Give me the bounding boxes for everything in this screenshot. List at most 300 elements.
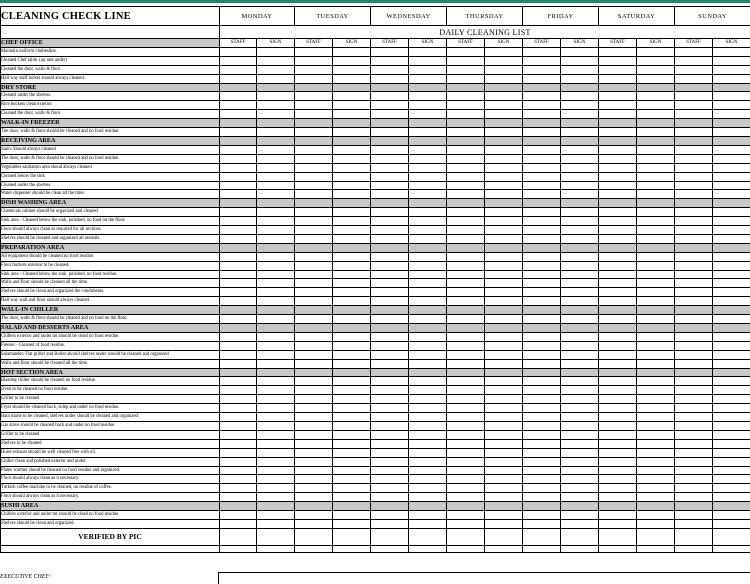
sign-checkbox-cell[interactable] [409, 217, 447, 226]
sign-checkbox-cell[interactable] [713, 65, 750, 74]
staff-checkbox-cell[interactable] [447, 270, 485, 279]
staff-checkbox-cell[interactable] [295, 65, 333, 74]
sign-checkbox-cell[interactable] [561, 484, 599, 493]
staff-checkbox-cell[interactable] [220, 261, 257, 270]
staff-checkbox-cell[interactable] [371, 199, 409, 208]
sign-checkbox-cell[interactable] [561, 324, 599, 333]
sign-checkbox-cell[interactable] [257, 181, 295, 190]
staff-checkbox-cell[interactable] [220, 163, 257, 172]
sign-checkbox-cell[interactable] [561, 341, 599, 350]
sign-checkbox-cell[interactable] [409, 439, 447, 448]
staff-checkbox-cell[interactable] [523, 439, 561, 448]
staff-checkbox-cell[interactable] [371, 350, 409, 359]
sign-checkbox-cell[interactable] [561, 83, 599, 92]
sign-checkbox-cell[interactable] [561, 395, 599, 404]
staff-checkbox-cell[interactable] [675, 430, 713, 439]
staff-checkbox-cell[interactable] [295, 226, 333, 235]
sign-checkbox-cell[interactable] [561, 181, 599, 190]
sign-checkbox-cell[interactable] [485, 315, 523, 324]
sign-checkbox-cell[interactable] [333, 466, 371, 475]
sign-checkbox-cell[interactable] [333, 430, 371, 439]
sign-checkbox-cell[interactable] [713, 172, 750, 181]
staff-checkbox-cell[interactable] [675, 395, 713, 404]
sign-checkbox-cell[interactable] [637, 528, 675, 545]
staff-checkbox-cell[interactable] [599, 368, 637, 377]
sign-checkbox-cell[interactable] [409, 484, 447, 493]
staff-checkbox-cell[interactable] [295, 368, 333, 377]
staff-checkbox-cell[interactable] [675, 324, 713, 333]
staff-checkbox-cell[interactable] [523, 101, 561, 110]
sign-checkbox-cell[interactable] [561, 110, 599, 119]
sign-checkbox-cell[interactable] [561, 466, 599, 475]
staff-checkbox-cell[interactable] [523, 350, 561, 359]
sign-checkbox-cell[interactable] [333, 243, 371, 252]
sign-checkbox-cell[interactable] [713, 484, 750, 493]
sign-checkbox-cell[interactable] [637, 190, 675, 199]
sign-checkbox-cell[interactable] [637, 101, 675, 110]
staff-checkbox-cell[interactable] [295, 243, 333, 252]
sign-checkbox-cell[interactable] [333, 484, 371, 493]
sign-checkbox-cell[interactable] [333, 421, 371, 430]
sign-checkbox-cell[interactable] [485, 163, 523, 172]
sign-checkbox-cell[interactable] [333, 448, 371, 457]
sign-checkbox-cell[interactable] [713, 163, 750, 172]
sign-checkbox-cell[interactable] [561, 288, 599, 297]
sign-checkbox-cell[interactable] [485, 181, 523, 190]
staff-checkbox-cell[interactable] [220, 270, 257, 279]
sign-checkbox-cell[interactable] [409, 457, 447, 466]
staff-checkbox-cell[interactable] [447, 208, 485, 217]
sign-checkbox-cell[interactable] [637, 172, 675, 181]
sign-checkbox-cell[interactable] [561, 199, 599, 208]
sign-checkbox-cell[interactable] [485, 199, 523, 208]
staff-checkbox-cell[interactable] [523, 377, 561, 386]
sign-checkbox-cell[interactable] [257, 199, 295, 208]
staff-checkbox-cell[interactable] [599, 172, 637, 181]
staff-checkbox-cell[interactable] [295, 136, 333, 145]
sign-checkbox-cell[interactable] [333, 377, 371, 386]
sign-checkbox-cell[interactable] [257, 457, 295, 466]
sign-checkbox-cell[interactable] [257, 136, 295, 145]
sign-checkbox-cell[interactable] [333, 413, 371, 422]
staff-checkbox-cell[interactable] [220, 145, 257, 154]
sign-checkbox-cell[interactable] [485, 324, 523, 333]
sign-checkbox-cell[interactable] [637, 297, 675, 306]
staff-checkbox-cell[interactable] [447, 101, 485, 110]
staff-checkbox-cell[interactable] [599, 466, 637, 475]
staff-checkbox-cell[interactable] [447, 279, 485, 288]
sign-checkbox-cell[interactable] [409, 475, 447, 484]
sign-checkbox-cell[interactable] [561, 332, 599, 341]
sign-checkbox-cell[interactable] [637, 466, 675, 475]
staff-checkbox-cell[interactable] [675, 297, 713, 306]
sign-checkbox-cell[interactable] [561, 252, 599, 261]
staff-checkbox-cell[interactable] [599, 457, 637, 466]
staff-checkbox-cell[interactable] [220, 413, 257, 422]
staff-checkbox-cell[interactable] [447, 119, 485, 128]
staff-checkbox-cell[interactable] [295, 181, 333, 190]
staff-checkbox-cell[interactable] [447, 421, 485, 430]
staff-checkbox-cell[interactable] [523, 493, 561, 502]
sign-checkbox-cell[interactable] [485, 74, 523, 83]
sign-checkbox-cell[interactable] [485, 368, 523, 377]
staff-checkbox-cell[interactable] [295, 493, 333, 502]
sign-checkbox-cell[interactable] [637, 359, 675, 368]
staff-checkbox-cell[interactable] [371, 92, 409, 101]
staff-checkbox-cell[interactable] [371, 386, 409, 395]
sign-checkbox-cell[interactable] [409, 154, 447, 163]
sign-checkbox-cell[interactable] [637, 154, 675, 163]
staff-checkbox-cell[interactable] [675, 92, 713, 101]
staff-checkbox-cell[interactable] [447, 324, 485, 333]
staff-checkbox-cell[interactable] [675, 136, 713, 145]
staff-checkbox-cell[interactable] [599, 421, 637, 430]
staff-checkbox-cell[interactable] [599, 502, 637, 511]
sign-checkbox-cell[interactable] [409, 306, 447, 315]
sign-checkbox-cell[interactable] [257, 145, 295, 154]
staff-checkbox-cell[interactable] [371, 136, 409, 145]
sign-checkbox-cell[interactable] [333, 395, 371, 404]
staff-checkbox-cell[interactable] [447, 519, 485, 528]
sign-checkbox-cell[interactable] [713, 252, 750, 261]
sign-checkbox-cell[interactable] [713, 74, 750, 83]
staff-checkbox-cell[interactable] [220, 154, 257, 163]
staff-checkbox-cell[interactable] [447, 359, 485, 368]
staff-checkbox-cell[interactable] [675, 368, 713, 377]
sign-checkbox-cell[interactable] [409, 172, 447, 181]
staff-checkbox-cell[interactable] [220, 359, 257, 368]
staff-checkbox-cell[interactable] [447, 128, 485, 137]
sign-checkbox-cell[interactable] [257, 395, 295, 404]
staff-checkbox-cell[interactable] [447, 154, 485, 163]
sign-checkbox-cell[interactable] [257, 528, 295, 545]
staff-checkbox-cell[interactable] [371, 377, 409, 386]
staff-checkbox-cell[interactable] [523, 421, 561, 430]
staff-checkbox-cell[interactable] [447, 297, 485, 306]
staff-checkbox-cell[interactable] [220, 56, 257, 65]
staff-checkbox-cell[interactable] [371, 234, 409, 243]
sign-checkbox-cell[interactable] [485, 279, 523, 288]
sign-checkbox-cell[interactable] [561, 74, 599, 83]
sign-checkbox-cell[interactable] [409, 136, 447, 145]
sign-checkbox-cell[interactable] [333, 110, 371, 119]
sign-checkbox-cell[interactable] [637, 421, 675, 430]
sign-checkbox-cell[interactable] [637, 261, 675, 270]
sign-checkbox-cell[interactable] [713, 377, 750, 386]
staff-checkbox-cell[interactable] [295, 306, 333, 315]
staff-checkbox-cell[interactable] [675, 466, 713, 475]
sign-checkbox-cell[interactable] [485, 145, 523, 154]
sign-checkbox-cell[interactable] [257, 74, 295, 83]
sign-checkbox-cell[interactable] [713, 83, 750, 92]
staff-checkbox-cell[interactable] [220, 226, 257, 235]
staff-checkbox-cell[interactable] [295, 56, 333, 65]
sign-checkbox-cell[interactable] [257, 404, 295, 413]
staff-checkbox-cell[interactable] [675, 377, 713, 386]
staff-checkbox-cell[interactable] [371, 341, 409, 350]
staff-checkbox-cell[interactable] [599, 226, 637, 235]
staff-checkbox-cell[interactable] [447, 439, 485, 448]
sign-checkbox-cell[interactable] [637, 136, 675, 145]
sign-checkbox-cell[interactable] [637, 324, 675, 333]
staff-checkbox-cell[interactable] [220, 315, 257, 324]
sign-checkbox-cell[interactable] [485, 234, 523, 243]
staff-checkbox-cell[interactable] [523, 475, 561, 484]
staff-checkbox-cell[interactable] [220, 83, 257, 92]
staff-checkbox-cell[interactable] [220, 136, 257, 145]
staff-checkbox-cell[interactable] [599, 190, 637, 199]
staff-checkbox-cell[interactable] [599, 297, 637, 306]
sign-checkbox-cell[interactable] [713, 528, 750, 545]
staff-checkbox-cell[interactable] [371, 404, 409, 413]
staff-checkbox-cell[interactable] [447, 430, 485, 439]
sign-checkbox-cell[interactable] [637, 110, 675, 119]
sign-checkbox-cell[interactable] [257, 386, 295, 395]
sign-checkbox-cell[interactable] [485, 484, 523, 493]
staff-checkbox-cell[interactable] [220, 421, 257, 430]
sign-checkbox-cell[interactable] [409, 430, 447, 439]
sign-checkbox-cell[interactable] [409, 404, 447, 413]
staff-checkbox-cell[interactable] [220, 172, 257, 181]
sign-checkbox-cell[interactable] [409, 324, 447, 333]
staff-checkbox-cell[interactable] [523, 190, 561, 199]
staff-checkbox-cell[interactable] [295, 163, 333, 172]
staff-checkbox-cell[interactable] [295, 332, 333, 341]
staff-checkbox-cell[interactable] [371, 448, 409, 457]
sign-checkbox-cell[interactable] [257, 475, 295, 484]
sign-checkbox-cell[interactable] [713, 359, 750, 368]
sign-checkbox-cell[interactable] [333, 502, 371, 511]
staff-checkbox-cell[interactable] [675, 341, 713, 350]
staff-checkbox-cell[interactable] [523, 545, 561, 552]
staff-checkbox-cell[interactable] [447, 493, 485, 502]
staff-checkbox-cell[interactable] [523, 47, 561, 56]
sign-checkbox-cell[interactable] [485, 386, 523, 395]
sign-checkbox-cell[interactable] [637, 439, 675, 448]
staff-checkbox-cell[interactable] [371, 172, 409, 181]
sign-checkbox-cell[interactable] [333, 288, 371, 297]
sign-checkbox-cell[interactable] [713, 404, 750, 413]
staff-checkbox-cell[interactable] [675, 475, 713, 484]
staff-checkbox-cell[interactable] [220, 502, 257, 511]
sign-checkbox-cell[interactable] [561, 528, 599, 545]
executive-chef-signature-box[interactable] [218, 572, 750, 584]
staff-checkbox-cell[interactable] [220, 190, 257, 199]
staff-checkbox-cell[interactable] [295, 234, 333, 243]
staff-checkbox-cell[interactable] [675, 413, 713, 422]
sign-checkbox-cell[interactable] [713, 288, 750, 297]
sign-checkbox-cell[interactable] [333, 217, 371, 226]
sign-checkbox-cell[interactable] [485, 350, 523, 359]
staff-checkbox-cell[interactable] [220, 252, 257, 261]
sign-checkbox-cell[interactable] [257, 315, 295, 324]
sign-checkbox-cell[interactable] [409, 243, 447, 252]
sign-checkbox-cell[interactable] [637, 457, 675, 466]
staff-checkbox-cell[interactable] [675, 74, 713, 83]
sign-checkbox-cell[interactable] [409, 421, 447, 430]
sign-checkbox-cell[interactable] [637, 163, 675, 172]
staff-checkbox-cell[interactable] [447, 315, 485, 324]
staff-checkbox-cell[interactable] [447, 386, 485, 395]
staff-checkbox-cell[interactable] [675, 154, 713, 163]
staff-checkbox-cell[interactable] [220, 324, 257, 333]
sign-checkbox-cell[interactable] [713, 448, 750, 457]
sign-checkbox-cell[interactable] [561, 297, 599, 306]
staff-checkbox-cell[interactable] [599, 341, 637, 350]
sign-checkbox-cell[interactable] [257, 519, 295, 528]
sign-checkbox-cell[interactable] [561, 279, 599, 288]
sign-checkbox-cell[interactable] [561, 145, 599, 154]
sign-checkbox-cell[interactable] [713, 332, 750, 341]
staff-checkbox-cell[interactable] [220, 110, 257, 119]
staff-checkbox-cell[interactable] [220, 484, 257, 493]
staff-checkbox-cell[interactable] [220, 47, 257, 56]
staff-checkbox-cell[interactable] [675, 270, 713, 279]
staff-checkbox-cell[interactable] [371, 528, 409, 545]
sign-checkbox-cell[interactable] [257, 110, 295, 119]
sign-checkbox-cell[interactable] [409, 208, 447, 217]
staff-checkbox-cell[interactable] [371, 457, 409, 466]
sign-checkbox-cell[interactable] [333, 172, 371, 181]
staff-checkbox-cell[interactable] [447, 56, 485, 65]
sign-checkbox-cell[interactable] [637, 56, 675, 65]
sign-checkbox-cell[interactable] [409, 511, 447, 520]
sign-checkbox-cell[interactable] [409, 226, 447, 235]
staff-checkbox-cell[interactable] [220, 234, 257, 243]
staff-checkbox-cell[interactable] [371, 288, 409, 297]
sign-checkbox-cell[interactable] [713, 511, 750, 520]
staff-checkbox-cell[interactable] [371, 484, 409, 493]
sign-checkbox-cell[interactable] [257, 421, 295, 430]
sign-checkbox-cell[interactable] [637, 279, 675, 288]
sign-checkbox-cell[interactable] [485, 47, 523, 56]
sign-checkbox-cell[interactable] [713, 493, 750, 502]
sign-checkbox-cell[interactable] [409, 395, 447, 404]
staff-checkbox-cell[interactable] [447, 528, 485, 545]
staff-checkbox-cell[interactable] [295, 270, 333, 279]
staff-checkbox-cell[interactable] [295, 511, 333, 520]
sign-checkbox-cell[interactable] [713, 519, 750, 528]
staff-checkbox-cell[interactable] [599, 448, 637, 457]
staff-checkbox-cell[interactable] [371, 493, 409, 502]
sign-checkbox-cell[interactable] [409, 413, 447, 422]
sign-checkbox-cell[interactable] [333, 332, 371, 341]
sign-checkbox-cell[interactable] [333, 261, 371, 270]
sign-checkbox-cell[interactable] [561, 101, 599, 110]
staff-checkbox-cell[interactable] [295, 457, 333, 466]
sign-checkbox-cell[interactable] [713, 119, 750, 128]
sign-checkbox-cell[interactable] [257, 324, 295, 333]
staff-checkbox-cell[interactable] [523, 511, 561, 520]
sign-checkbox-cell[interactable] [713, 234, 750, 243]
sign-checkbox-cell[interactable] [257, 243, 295, 252]
staff-checkbox-cell[interactable] [675, 502, 713, 511]
sign-checkbox-cell[interactable] [637, 83, 675, 92]
staff-checkbox-cell[interactable] [447, 65, 485, 74]
sign-checkbox-cell[interactable] [561, 502, 599, 511]
staff-checkbox-cell[interactable] [599, 56, 637, 65]
staff-checkbox-cell[interactable] [675, 350, 713, 359]
sign-checkbox-cell[interactable] [485, 217, 523, 226]
staff-checkbox-cell[interactable] [371, 119, 409, 128]
sign-checkbox-cell[interactable] [257, 47, 295, 56]
sign-checkbox-cell[interactable] [333, 163, 371, 172]
sign-checkbox-cell[interactable] [485, 128, 523, 137]
sign-checkbox-cell[interactable] [713, 208, 750, 217]
staff-checkbox-cell[interactable] [523, 519, 561, 528]
staff-checkbox-cell[interactable] [599, 145, 637, 154]
staff-checkbox-cell[interactable] [675, 315, 713, 324]
sign-checkbox-cell[interactable] [485, 83, 523, 92]
staff-checkbox-cell[interactable] [447, 466, 485, 475]
sign-checkbox-cell[interactable] [713, 502, 750, 511]
staff-checkbox-cell[interactable] [220, 199, 257, 208]
staff-checkbox-cell[interactable] [447, 74, 485, 83]
staff-checkbox-cell[interactable] [220, 128, 257, 137]
sign-checkbox-cell[interactable] [713, 110, 750, 119]
sign-checkbox-cell[interactable] [637, 234, 675, 243]
staff-checkbox-cell[interactable] [675, 163, 713, 172]
sign-checkbox-cell[interactable] [485, 297, 523, 306]
sign-checkbox-cell[interactable] [409, 315, 447, 324]
staff-checkbox-cell[interactable] [599, 386, 637, 395]
sign-checkbox-cell[interactable] [713, 341, 750, 350]
sign-checkbox-cell[interactable] [637, 181, 675, 190]
staff-checkbox-cell[interactable] [599, 404, 637, 413]
sign-checkbox-cell[interactable] [561, 154, 599, 163]
staff-checkbox-cell[interactable] [295, 359, 333, 368]
staff-checkbox-cell[interactable] [371, 128, 409, 137]
sign-checkbox-cell[interactable] [485, 404, 523, 413]
staff-checkbox-cell[interactable] [675, 404, 713, 413]
sign-checkbox-cell[interactable] [713, 47, 750, 56]
staff-checkbox-cell[interactable] [220, 493, 257, 502]
staff-checkbox-cell[interactable] [220, 92, 257, 101]
sign-checkbox-cell[interactable] [333, 145, 371, 154]
sign-checkbox-cell[interactable] [637, 332, 675, 341]
sign-checkbox-cell[interactable] [713, 324, 750, 333]
staff-checkbox-cell[interactable] [220, 279, 257, 288]
staff-checkbox-cell[interactable] [371, 243, 409, 252]
sign-checkbox-cell[interactable] [409, 386, 447, 395]
sign-checkbox-cell[interactable] [713, 315, 750, 324]
sign-checkbox-cell[interactable] [637, 74, 675, 83]
staff-checkbox-cell[interactable] [295, 484, 333, 493]
staff-checkbox-cell[interactable] [220, 368, 257, 377]
staff-checkbox-cell[interactable] [371, 368, 409, 377]
staff-checkbox-cell[interactable] [447, 110, 485, 119]
staff-checkbox-cell[interactable] [599, 47, 637, 56]
staff-checkbox-cell[interactable] [523, 279, 561, 288]
sign-checkbox-cell[interactable] [333, 324, 371, 333]
staff-checkbox-cell[interactable] [295, 252, 333, 261]
sign-checkbox-cell[interactable] [257, 493, 295, 502]
sign-checkbox-cell[interactable] [257, 128, 295, 137]
staff-checkbox-cell[interactable] [295, 377, 333, 386]
sign-checkbox-cell[interactable] [637, 243, 675, 252]
staff-checkbox-cell[interactable] [675, 386, 713, 395]
staff-checkbox-cell[interactable] [371, 154, 409, 163]
staff-checkbox-cell[interactable] [295, 528, 333, 545]
staff-checkbox-cell[interactable] [371, 545, 409, 552]
sign-checkbox-cell[interactable] [333, 92, 371, 101]
staff-checkbox-cell[interactable] [523, 110, 561, 119]
sign-checkbox-cell[interactable] [637, 47, 675, 56]
sign-checkbox-cell[interactable] [713, 128, 750, 137]
sign-checkbox-cell[interactable] [561, 386, 599, 395]
sign-checkbox-cell[interactable] [257, 279, 295, 288]
staff-checkbox-cell[interactable] [675, 545, 713, 552]
